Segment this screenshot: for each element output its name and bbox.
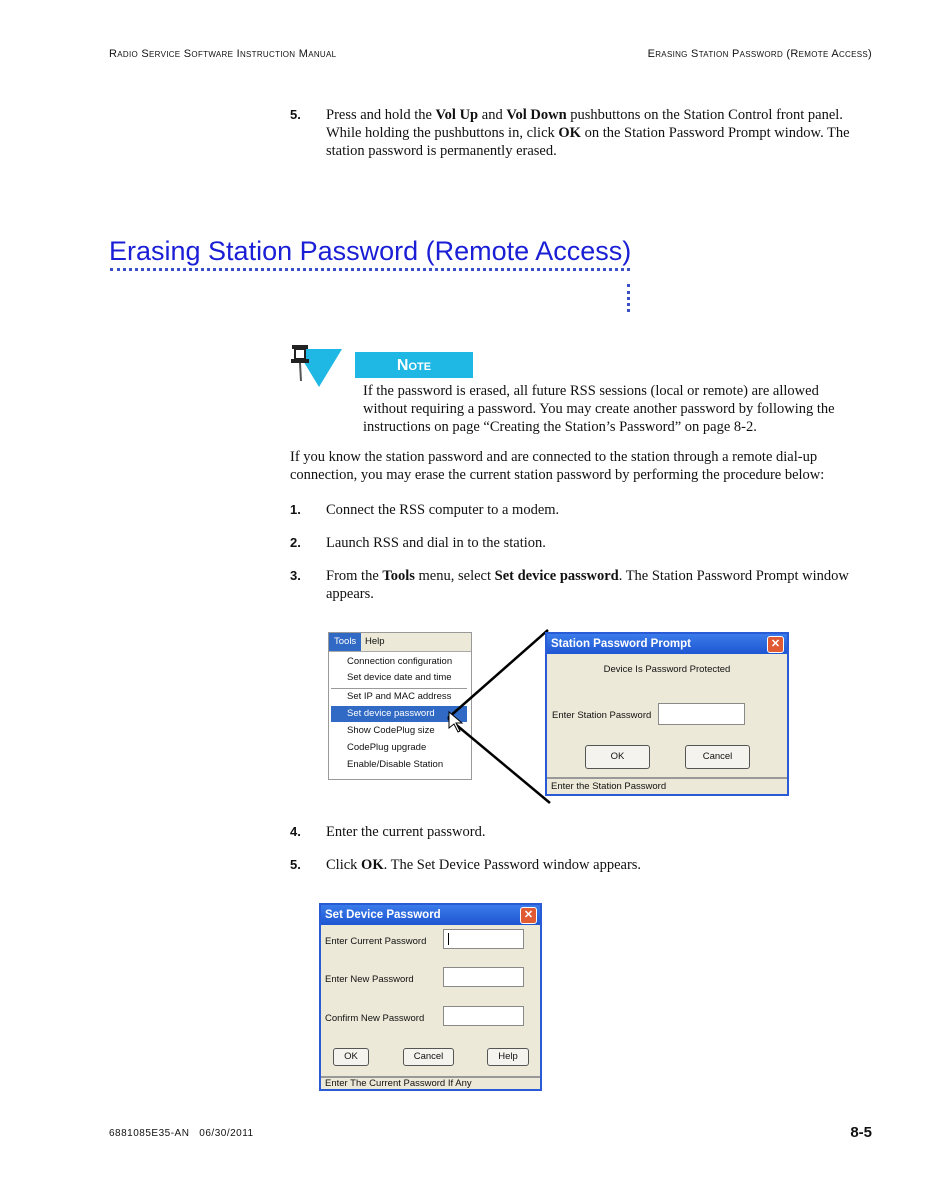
footer-doc: 6881085E35-AN 06/30/2011 bbox=[109, 1128, 254, 1139]
window-title: Set Device Password bbox=[325, 909, 441, 921]
step-text: Launch RSS and dial in to the station. bbox=[326, 535, 546, 551]
ok-button[interactable]: OK bbox=[333, 1048, 369, 1066]
intro-paragraph: If you know the station password and are connected to the station through a remote dial-up connection, you may erase the current station password by performing the procedure below: bbox=[290, 449, 825, 483]
close-icon[interactable]: ✕ bbox=[767, 636, 784, 653]
set-device-password-window bbox=[319, 903, 542, 1091]
current-password-input[interactable] bbox=[443, 929, 524, 949]
page-number: 8-5 bbox=[850, 1124, 872, 1141]
menu-item[interactable]: Set IP and MAC address bbox=[347, 691, 452, 702]
help-button[interactable]: Help bbox=[487, 1048, 529, 1066]
cancel-button[interactable]: Cancel bbox=[685, 745, 750, 769]
close-icon[interactable]: ✕ bbox=[520, 907, 537, 924]
menu-item[interactable]: CodePlug upgrade bbox=[347, 742, 427, 753]
callout-lines bbox=[440, 628, 560, 808]
menu-item[interactable]: Show CodePlug size bbox=[347, 725, 435, 736]
step-number: 3. bbox=[290, 568, 301, 583]
menu-help[interactable]: Help bbox=[365, 636, 385, 647]
note-text: If the password is erased, all future RSS sessions (local or remote) are allowed without requiring a password. You may create another password by following the instructions on page “Creating the Station’s Password” on page 8-2. bbox=[363, 383, 835, 435]
menu-item-selected[interactable]: Set device password bbox=[331, 706, 467, 722]
title-rule-vertical bbox=[627, 284, 630, 312]
step-text: Click OK. The Set Device Password window appears. bbox=[326, 857, 642, 873]
prompt-message: Device Is Password Protected bbox=[603, 664, 731, 675]
step-text: Enter the current password. bbox=[326, 824, 486, 840]
ok-button[interactable]: OK bbox=[585, 745, 650, 769]
step-number: 5. bbox=[290, 857, 301, 872]
menu-tools[interactable]: Tools bbox=[329, 633, 361, 651]
new-password-input[interactable] bbox=[443, 967, 524, 987]
section-title: Erasing Station Password (Remote Access) bbox=[109, 236, 632, 266]
menu-item[interactable]: Enable/Disable Station bbox=[347, 759, 444, 770]
step-number: 5. bbox=[290, 107, 301, 122]
title-rule bbox=[110, 268, 630, 271]
step-number: 4. bbox=[290, 824, 301, 839]
password-label: Enter Station Password bbox=[552, 710, 652, 721]
station-password-prompt-window bbox=[545, 632, 789, 796]
step-text: From the Tools menu, select Set device password. The Station Password Prompt window appears. bbox=[326, 568, 849, 602]
pushpin-note-icon bbox=[288, 343, 344, 389]
field-label: Confirm New Password bbox=[325, 1013, 425, 1024]
cancel-button[interactable]: Cancel bbox=[403, 1048, 454, 1066]
menu-item[interactable]: Connection configuration bbox=[347, 656, 453, 667]
status-bar: Enter the Station Password bbox=[547, 777, 787, 794]
menu-item[interactable]: Set device date and time bbox=[347, 672, 452, 683]
header-left: Radio Service Software Instruction Manual bbox=[109, 48, 337, 60]
step-text: Press and hold the Vol Up and Vol Down pushbuttons on the Station Control front panel. While holding the pushbuttons in, click OK on the Station Password Prompt window. The station password is permanently erased. bbox=[326, 107, 850, 159]
status-bar: Enter The Current Password If Any bbox=[321, 1076, 540, 1089]
note-label: Note bbox=[355, 352, 473, 378]
step-text: Connect the RSS computer to a modem. bbox=[326, 502, 560, 518]
field-label: Enter Current Password bbox=[325, 936, 427, 947]
header-right: Erasing Station Password (Remote Access) bbox=[647, 48, 872, 60]
confirm-password-input[interactable] bbox=[443, 1006, 524, 1026]
window-title: Station Password Prompt bbox=[551, 638, 691, 650]
step-number: 2. bbox=[290, 535, 301, 550]
step-number: 1. bbox=[290, 502, 301, 517]
station-password-input[interactable] bbox=[658, 703, 745, 725]
field-label: Enter New Password bbox=[325, 974, 414, 985]
